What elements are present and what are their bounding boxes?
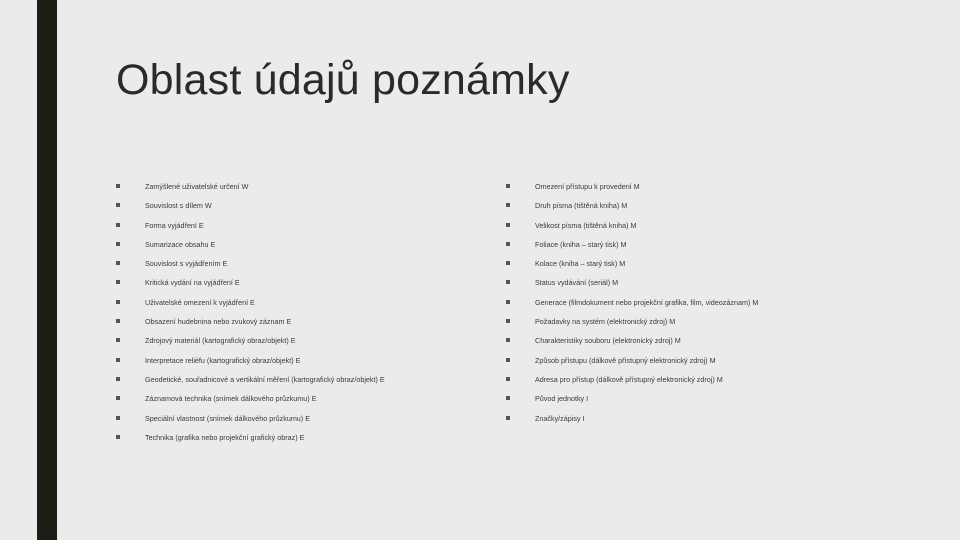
- list-item-text: Souvislost s dílem W: [145, 201, 212, 211]
- list-item-text: Interpretace reliéfu (kartografický obraz/objekt) E: [145, 355, 301, 365]
- list-item: [116, 273, 486, 292]
- bullet-icon: [116, 319, 120, 323]
- list-item-text: Speciální vlastnost (snímek dálkového průzkumu) E: [145, 413, 310, 423]
- bullet-icon: [116, 300, 120, 304]
- bullet-icon: [116, 184, 120, 188]
- bullet-icon: [506, 242, 510, 246]
- list-item: [116, 293, 486, 312]
- list-item: [116, 312, 486, 331]
- list-item-text: Uživatelské omezení k vyjádření E: [145, 297, 255, 307]
- list-item-text: Velikost písma (tištěná kniha) M: [535, 220, 637, 230]
- list-item: [506, 370, 826, 389]
- list-item: [116, 409, 486, 428]
- list-item: [506, 177, 826, 196]
- bullet-icon: [506, 338, 510, 342]
- list-item: [116, 254, 486, 273]
- list-item-text: Status vydávání (seriál) M: [535, 278, 619, 288]
- list-item: [506, 389, 826, 408]
- list-item: [506, 254, 826, 273]
- bullet-icon: [116, 358, 120, 362]
- list-item-text: Foliace (kniha – starý tisk) M: [535, 239, 627, 249]
- list-item: [506, 293, 826, 312]
- list-item-text: Geodetické, souřadnicové a vertikální měření (kartografický obraz/objekt) E: [145, 374, 385, 384]
- bullet-icon: [506, 416, 510, 420]
- bullet-icon: [506, 223, 510, 227]
- list-item: [506, 273, 826, 292]
- bullet-icon: [116, 416, 120, 420]
- list-item: [506, 312, 826, 331]
- list-item: [116, 177, 486, 196]
- list-item: [506, 331, 826, 350]
- list-item: [116, 331, 486, 350]
- list-item: [116, 428, 486, 447]
- list-item: [116, 216, 486, 235]
- right-column-list: [506, 177, 826, 428]
- list-item-text: Původ jednotky I: [535, 394, 589, 404]
- list-item-text: Forma vyjádření E: [145, 220, 204, 230]
- bullet-icon: [116, 377, 120, 381]
- bullet-icon: [506, 280, 510, 284]
- list-item-text: Obsazení hudebnina nebo zvukový záznam E: [145, 317, 292, 327]
- list-item: [116, 196, 486, 215]
- list-item-text: Adresa pro přístup (dálkově přístupný elektronický zdroj) M: [535, 374, 723, 384]
- list-item-text: Technika (grafika nebo projekční grafický obraz) E: [145, 432, 305, 442]
- list-item-text: Souvislost s vyjádřením E: [145, 259, 228, 269]
- bullet-icon: [116, 435, 120, 439]
- list-item: [506, 409, 826, 428]
- bullet-icon: [116, 396, 120, 400]
- list-item-text: Značky/zápisy I: [535, 413, 585, 423]
- list-item: [506, 216, 826, 235]
- list-item-text: Zamýšlené uživatelské určení W: [145, 182, 249, 191]
- bullet-icon: [506, 377, 510, 381]
- bullet-icon: [116, 242, 120, 246]
- list-item-text: Druh písma (tištěná kniha) M: [535, 201, 628, 211]
- bullet-icon: [506, 396, 510, 400]
- bullet-icon: [506, 319, 510, 323]
- bullet-icon: [116, 338, 120, 342]
- list-item: [116, 235, 486, 254]
- bullet-icon: [506, 203, 510, 207]
- list-item-text: Omezení přístupu k provedení M: [535, 182, 640, 191]
- left-column-list: [116, 177, 486, 447]
- list-item-text: Sumarizace obsahu E: [145, 239, 216, 249]
- list-item-text: Záznamová technika (snímek dálkového průzkumu) E: [145, 394, 317, 404]
- page-title: Oblast údajů poznámky: [116, 56, 570, 104]
- bullet-icon: [116, 203, 120, 207]
- list-item: [506, 235, 826, 254]
- bullet-icon: [506, 300, 510, 304]
- list-item: [116, 351, 486, 370]
- list-item-text: Kolace (kniha – starý tisk) M: [535, 259, 626, 269]
- list-item-text: Charakteristiky souboru (elektronický zdroj) M: [535, 336, 681, 346]
- bullet-icon: [506, 184, 510, 188]
- list-item: [116, 370, 486, 389]
- list-item-text: Zdrojový materiál (kartografický obraz/objekt) E: [145, 336, 296, 346]
- list-item-text: Požadavky na systém (elektronický zdroj) M: [535, 317, 676, 327]
- list-item-text: Generace (filmdokument nebo projekční grafika, film, videozáznam) M: [535, 297, 759, 307]
- left-accent-bar: [37, 0, 57, 540]
- bullet-icon: [116, 280, 120, 284]
- list-item: [506, 196, 826, 215]
- list-item-text: Kritická vydání na vyjádření E: [145, 278, 240, 288]
- list-item: [506, 351, 826, 370]
- list-item-text: Způsob přístupu (dálkově přístupný elektronický zdroj) M: [535, 355, 716, 365]
- bullet-icon: [506, 358, 510, 362]
- bullet-icon: [116, 261, 120, 265]
- list-item: [116, 389, 486, 408]
- bullet-icon: [116, 223, 120, 227]
- bullet-icon: [506, 261, 510, 265]
